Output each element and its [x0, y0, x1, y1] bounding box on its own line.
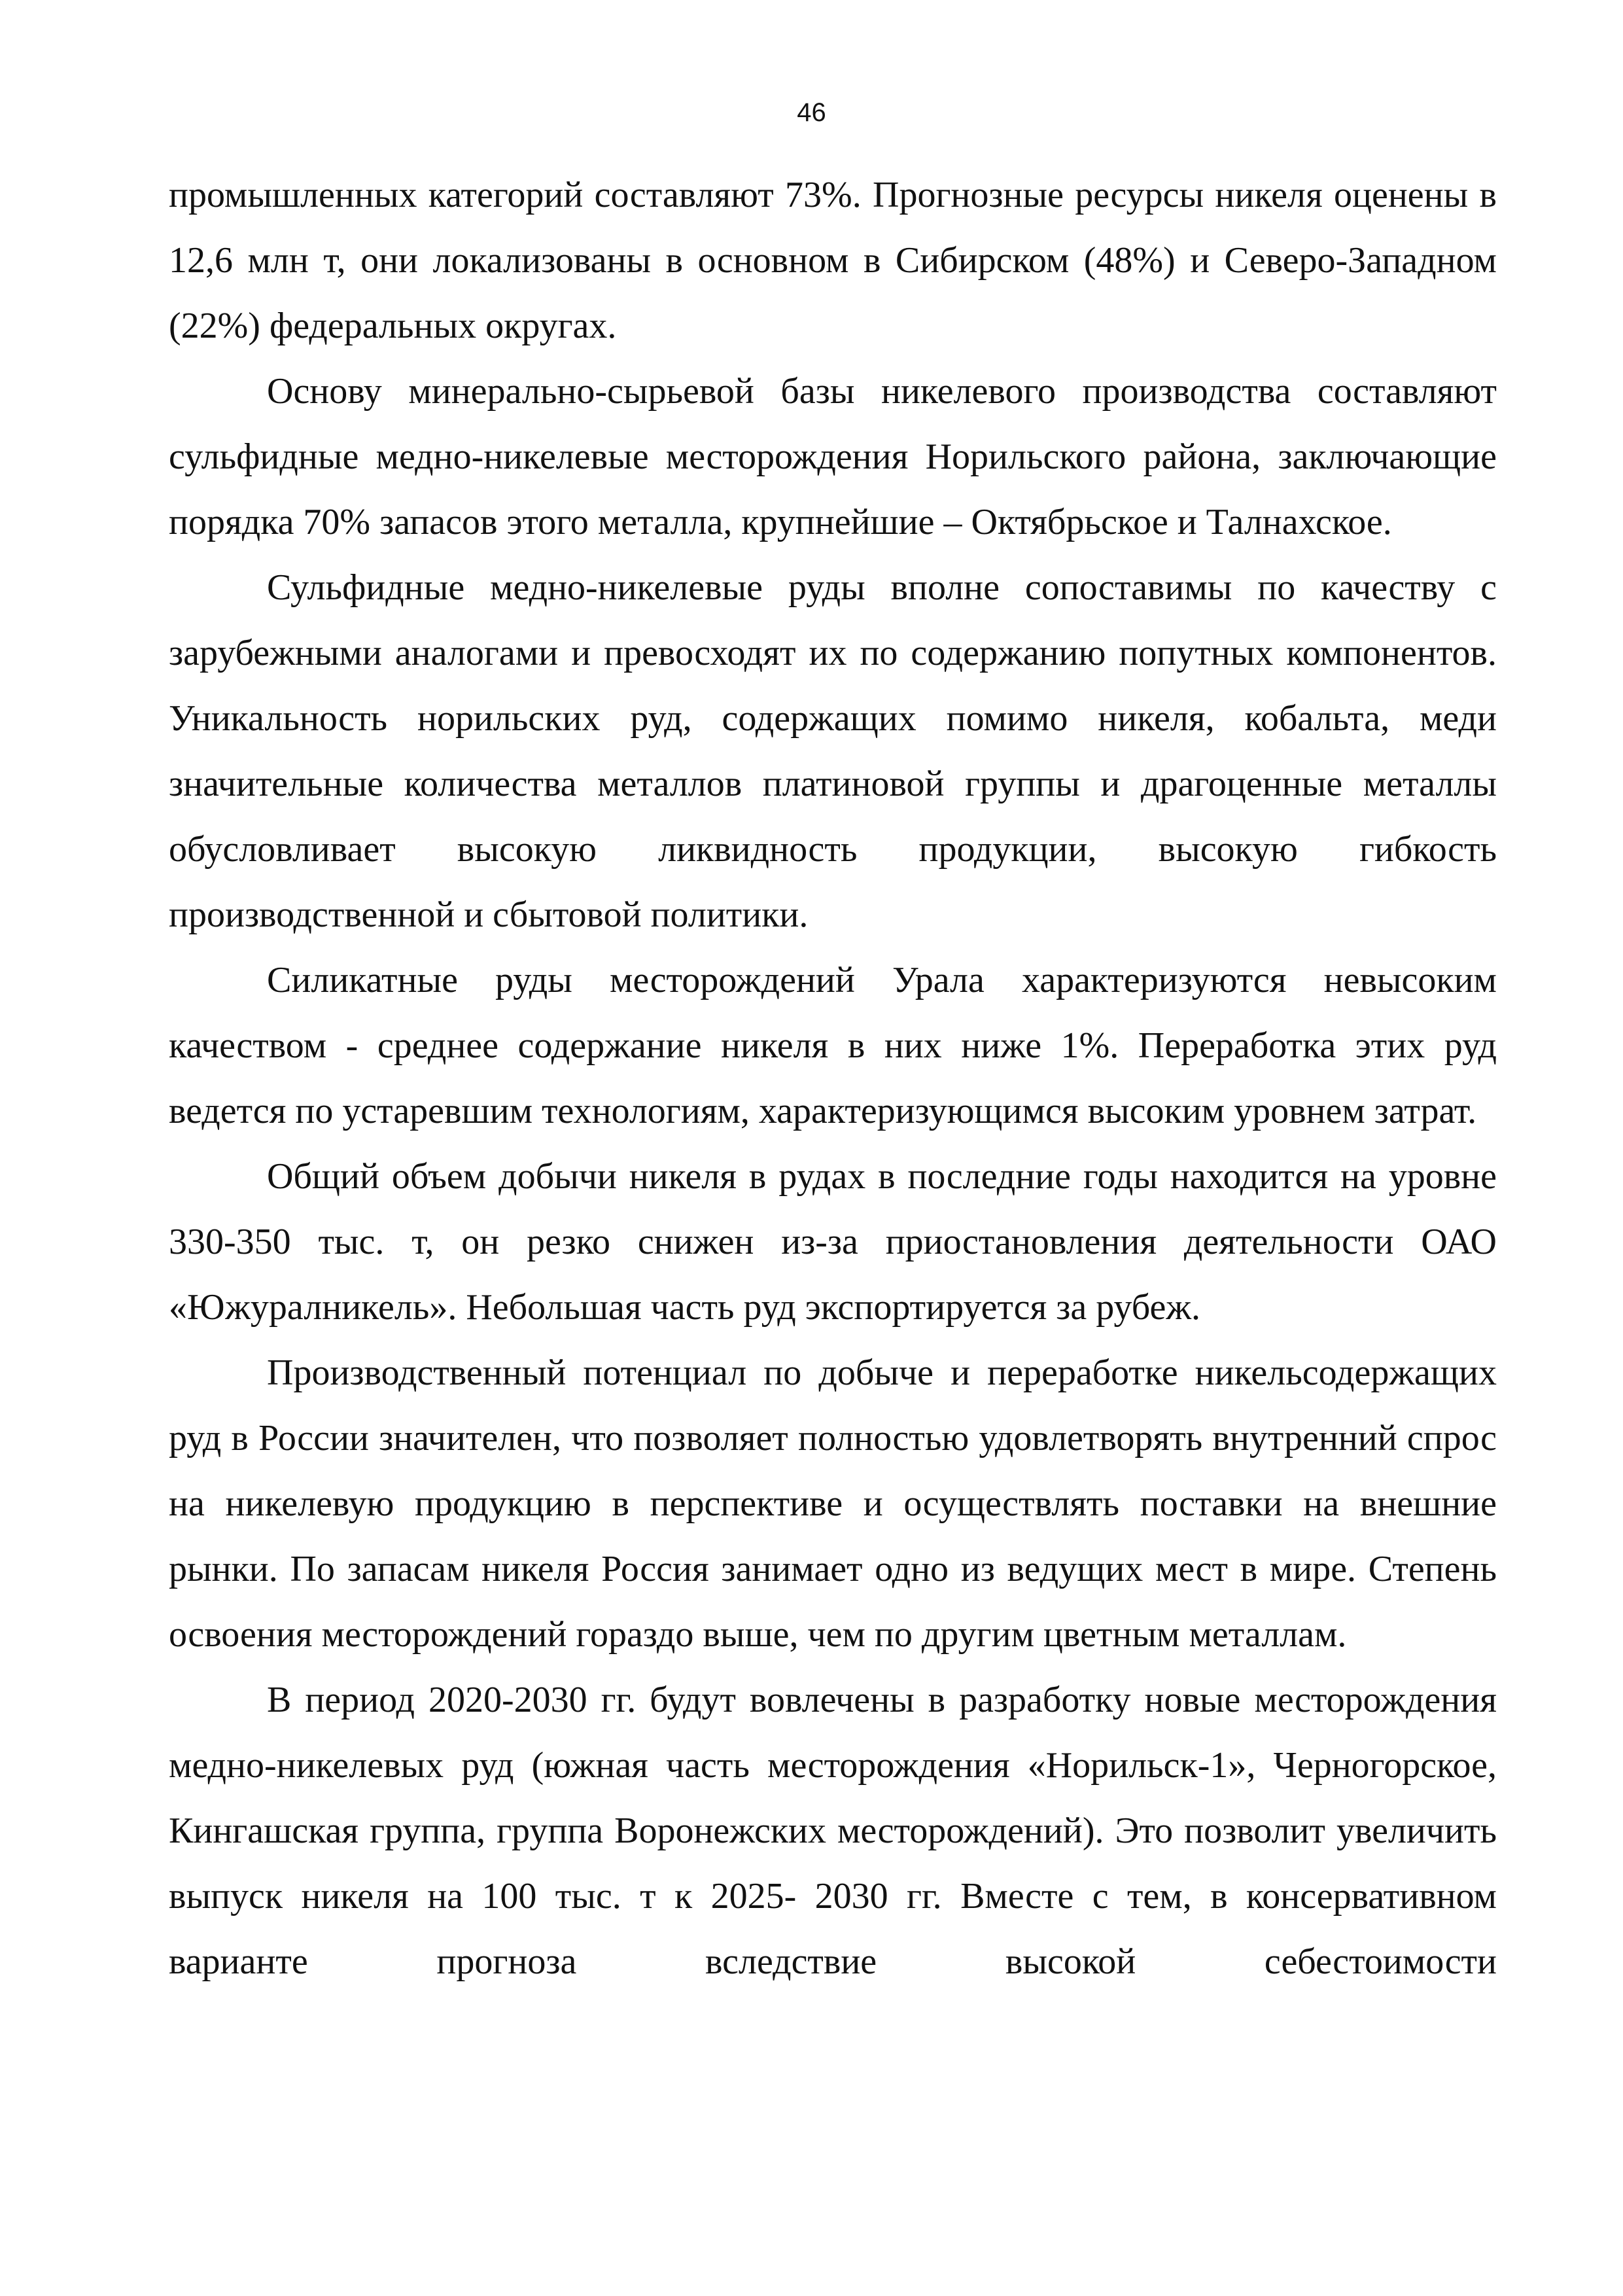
paragraph-production-potential: Производственный потенциал по добыче и переработке никельсодержащих руд в России значителен, что позволяет полностью удовлетворять внутренний спрос на никелевую продукцию в перспективе и осуществлять поставки на внешние рынки. По запасам никеля Россия занимает одно из ведущих мест в мире. Степень освоения месторождений гораздо выше, чем по другим цветным металлам.	[169, 1352, 1497, 1655]
page-body	[169, 162, 1497, 1994]
page-number: 46	[797, 98, 826, 127]
paragraph-continuation: промышленных категорий составляют 73%. Прогнозные ресурсы никеля оценены в 12,6 млн т, они локализованы в основном в Сибирском (48%) и Северо-Западном (22%) федеральных округах.	[169, 175, 1497, 346]
paragraph-sulfide-ores: Сульфидные медно-никелевые руды вполне сопоставимы по качеству с зарубежными аналогами и превосходят их по содержанию попутных компонентов. Уникальность норильских руд, содержащих помимо никеля, кобальта, меди значительные количества металлов платиновой группы и драгоценные металлы обусловливает высокую ликвидность продукции, высокую гибкость производственной и сбытовой политики.	[169, 567, 1497, 935]
paragraph-silicate-ores: Силикатные руды месторождений Урала характеризуются невысоким качеством - среднее содержание никеля в них ниже 1%. Переработка этих руд ведется по устаревшим технологиям, характеризующимся высоким уровнем затрат.	[169, 960, 1497, 1131]
paragraph-mining-volume: Общий объем добычи никеля в рудах в последние годы находится на уровне 330-350 тыс. т, он резко снижен из-за приостановления деятельности ОАО «Южуралникель». Небольшая часть руд экспортируется за рубеж.	[169, 1156, 1497, 1328]
paragraph-2020-2030-outlook: В период 2020-2030 гг. будут вовлечены в разработку новые месторождения медно-никелевых руд (южная часть месторождения «Норильск-1», Черногорское, Кингашская группа, группа Воронежских месторождений). Это позволит увеличить выпуск никеля на 100 тыс. т к 2025- 2030 гг. Вместе с тем, в консервативном варианте прогноза вследствие высокой себестоимости	[169, 1680, 1497, 1982]
paragraph-mineral-base: Основу минерально-сырьевой базы никелевого производства составляют сульфидные медно-никелевые месторождения Норильского района, заключающие порядка 70% запасов этого металла, крупнейшие – Октябрьское и Талнахское.	[169, 371, 1497, 542]
